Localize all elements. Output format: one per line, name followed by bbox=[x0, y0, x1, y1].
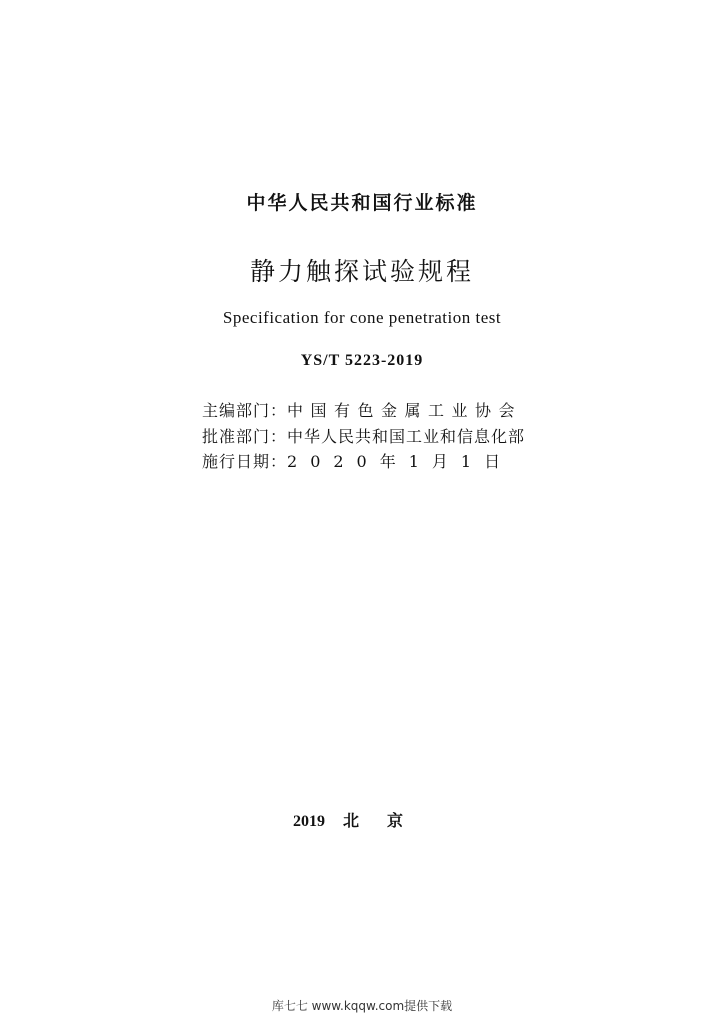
document-title-english: Specification for cone penetration test bbox=[222, 308, 502, 327]
download-watermark: 库七七 www.kqqw.com提供下载 bbox=[271, 999, 453, 1013]
effective-date-label: 施行日期： bbox=[202, 452, 288, 471]
effective-date-value: 2020年1月1日 bbox=[287, 452, 514, 471]
publication-year: 2019 bbox=[292, 813, 325, 830]
standard-series-heading: 中华人民共和国行业标准 bbox=[246, 192, 478, 214]
approver-department-label: 批准部门： bbox=[202, 427, 288, 446]
standard-code: YS/T 5223-2019 bbox=[300, 352, 424, 369]
editor-department-label: 主编部门： bbox=[202, 401, 288, 420]
editor-department-value: 中国有色金属工业协会 bbox=[287, 401, 523, 420]
document-title-chinese: 静力触探试验规程 bbox=[249, 257, 474, 286]
publication-imprint bbox=[0, 808, 724, 831]
effective-date-row bbox=[202, 449, 542, 472]
publication-city: 北京 bbox=[342, 813, 431, 830]
approver-department-value: 中华人民共和国工业和信息化部 bbox=[287, 427, 526, 446]
approver-department-row bbox=[202, 424, 542, 447]
editor-department-row bbox=[202, 398, 542, 421]
